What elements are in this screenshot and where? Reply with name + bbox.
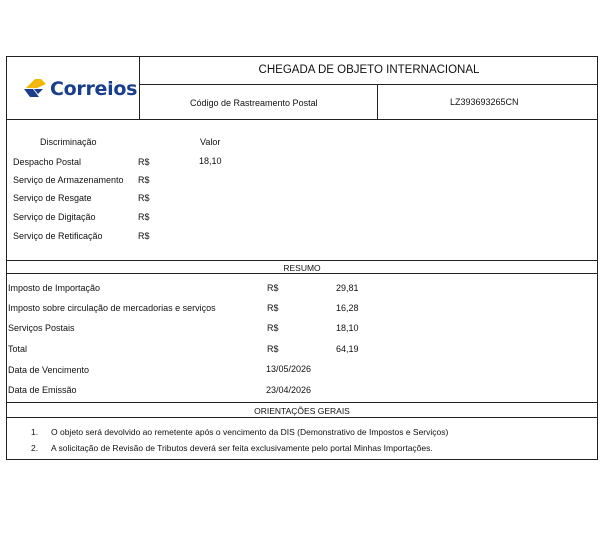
charge-label: Serviço de Digitação	[13, 212, 96, 222]
header-split-line	[139, 84, 598, 85]
emissao-label: Data de Emissão	[8, 385, 77, 395]
emissao-date: 23/04/2026	[266, 385, 312, 395]
orientacoes-title-bottom-line	[6, 417, 598, 418]
header-bottom-line	[6, 119, 598, 120]
tracking-label: Código de Rastreamento Postal	[190, 98, 318, 108]
col-header-valor: Valor	[200, 137, 221, 147]
charge-label: Serviço de Armazenamento	[13, 175, 124, 185]
charge-currency: R$	[138, 175, 150, 185]
list-item-number: 1.	[31, 427, 39, 437]
page-title: CHEGADA DE OBJETO INTERNACIONAL	[258, 64, 480, 76]
vencimento-label: Data de Vencimento	[8, 365, 90, 375]
charge-currency: R$	[138, 231, 150, 241]
col-header-discriminacao: Discriminação	[40, 137, 97, 147]
correios-logo-icon	[22, 76, 48, 100]
resumo-label: Imposto sobre circulação de mercadorias e serviços	[8, 303, 216, 313]
resumo-label: Total	[8, 344, 28, 354]
charge-label: Despacho Postal	[13, 157, 82, 167]
tracking-code: LZ393693265CN	[450, 97, 519, 107]
charge-value: 18,10	[199, 156, 222, 166]
orientacoes-title: ORIENTAÇÕES GERAIS	[254, 406, 350, 416]
resumo-currency: R$	[267, 323, 279, 333]
charge-currency: R$	[138, 193, 150, 203]
resumo-value: 29,81	[336, 283, 359, 293]
orientacoes-top-line	[6, 402, 598, 403]
resumo-value: 18,10	[336, 323, 359, 333]
resumo-label: Imposto de Importação	[8, 283, 101, 293]
resumo-top-line	[6, 260, 598, 261]
tracking-divider	[377, 84, 378, 120]
resumo-label: Serviços Postais	[8, 323, 75, 333]
charge-label: Serviço de Retificação	[13, 231, 103, 241]
frame-bottom-line	[6, 459, 598, 460]
resumo-currency: R$	[267, 303, 279, 313]
vencimento-date: 13/05/2026	[266, 364, 312, 374]
resumo-currency: R$	[267, 283, 279, 293]
charge-currency: R$	[138, 212, 150, 222]
resumo-value: 64,19	[336, 344, 359, 354]
list-item-text: A solicitação de Revisão de Tributos deverá ser feita exclusivamente pelo portal Minhas Importações.	[51, 443, 433, 453]
resumo-value: 16,28	[336, 303, 359, 313]
brand-name: Correios	[50, 78, 138, 100]
resumo-title: RESUMO	[283, 263, 321, 273]
frame-top-line	[6, 56, 598, 57]
frame-right-line	[597, 56, 598, 460]
frame-left-line	[6, 56, 7, 460]
charge-label: Serviço de Resgate	[13, 193, 92, 203]
list-item-text: O objeto será devolvido ao remetente após o vencimento da DIS (Demonstrativo de Impostos e Serviços)	[51, 427, 449, 437]
charge-currency: R$	[138, 157, 150, 167]
list-item-number: 2.	[31, 443, 39, 453]
resumo-currency: R$	[267, 344, 279, 354]
